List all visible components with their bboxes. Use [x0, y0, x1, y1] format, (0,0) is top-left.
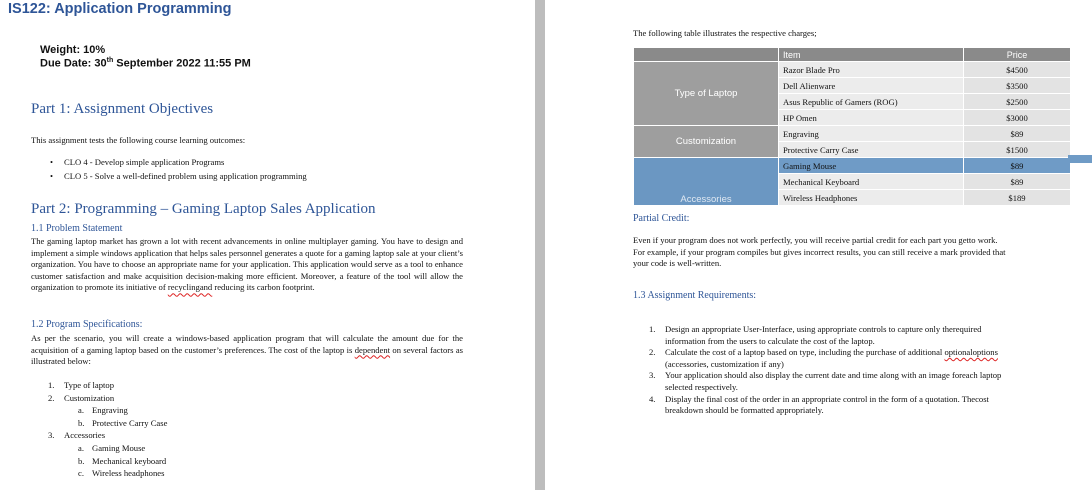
list-item: 1. Design an appropriate User-Interface, using appropriate controls to capture only therequired information from the users to calculate the cost of the laptop.	[649, 324, 982, 346]
part1-intro: This assignment tests the following course learning outcomes:	[31, 135, 246, 145]
list-item: 3. Your application should also display the current date and time along with an image foreach laptop selected respectively.	[649, 370, 1002, 392]
table-intro: The following table illustrates the respective charges;	[633, 28, 817, 38]
partial-credit-heading: Partial Credit:	[633, 213, 690, 224]
table-cell-item: Asus Republic of Gamers (ROG)	[779, 94, 964, 110]
list-item: b. Protective Carry Case	[78, 417, 168, 428]
list-item: • CLO 4 - Develop simple application Programs	[50, 157, 225, 167]
table-header-price: Price	[964, 48, 1071, 62]
document-title: IS122: Application Programming	[8, 1, 232, 17]
list-item: 2. Calculate the cost of a laptop based on type, including the purchase of additional optionaloptions (accessories, customization if any)	[649, 347, 998, 369]
list-item: a. Gaming Mouse	[78, 442, 146, 453]
table-header-cell	[634, 48, 779, 62]
list-item: 4. Display the final cost of the order in an appropriate control in the form of a quotation. Thecost breakdown should be formatted appropriately.	[649, 393, 989, 416]
table-cell-price: $2500	[964, 94, 1071, 110]
program-specifications-heading: 1.2 Program Specifications:	[31, 319, 143, 330]
list-item: • CLO 5 - Solve a well-defined problem using application programming	[50, 170, 307, 181]
table-cell-item: Protective Carry Case	[779, 142, 964, 158]
table-cell-price: $3000	[964, 110, 1071, 126]
table-row	[634, 126, 1071, 142]
program-specifications-text: As per the scenario, you will create a windows-based application program that will calculate the amount due for the acquisition of a gaming laptop based on the customer’s preferences. The cost of the laptop is dependent on several factors as illustrated below:	[31, 333, 463, 367]
due-date-label: Due Date: 30th September 2022 11:55 PM	[40, 57, 251, 70]
table-category-customization: Customization	[634, 126, 779, 158]
part1-heading: Part 1: Assignment Objectives	[31, 101, 214, 117]
table-cell-item: Gaming Mouse	[779, 158, 964, 174]
list-item: c. Wireless headphones	[78, 468, 165, 479]
list-item: 1. Type of laptop	[48, 380, 114, 390]
requirements-list	[649, 324, 1011, 417]
table-header-item: Item	[779, 48, 964, 62]
table-cell-item: Wireless Headphones	[779, 190, 964, 206]
table-cell-item: Engraving	[779, 126, 964, 142]
table-cell-price: $89	[964, 174, 1071, 190]
weight-label: Weight: 10%	[40, 44, 106, 56]
document-page-left	[0, 0, 535, 490]
selection-highlight	[1068, 155, 1092, 163]
table-cell-price: $189	[964, 190, 1071, 206]
list-item: 3. Accessories	[48, 430, 106, 441]
outcome-list	[50, 157, 307, 182]
factor-list	[48, 379, 167, 480]
table-cell-price: $1500	[964, 142, 1071, 158]
table-cell-price: $3500	[964, 78, 1071, 94]
table-cell-item: Razor Blade Pro	[779, 62, 964, 78]
problem-statement-heading: 1.1 Problem Statement	[31, 223, 123, 234]
partial-credit-text: Even if your program does not work perfectly, you will receive partial credit for each part you getto work. For example, if your program compiles but gives incorrect results, you can still receive a mark provided that your code is well-written.	[633, 235, 1006, 269]
list-item: a. Engraving	[78, 405, 128, 416]
table-category-type-of-laptop: Type of Laptop	[634, 62, 779, 126]
charges-table	[633, 47, 1071, 206]
list-item: 2. Customization	[48, 392, 115, 403]
table-row	[634, 158, 1071, 174]
assignment-requirements-heading: 1.3 Assignment Requirements:	[633, 290, 757, 301]
problem-statement-text: The gaming laptop market has grown a lot with recent advancements in online multiplayer gaming. You have to design and implement a simple windows application that helps sales personnel generates a quote for a gaming laptop sale at your client’s organization. You have to choose an appropriate name for your application. This application would serve as a tool to enhance customer satisfaction and make acquisition decision-making more efficient. Moreover, a feature of the tool will allow the organization to promote its initiative of recyclingand reducing its carbon footprint.	[31, 236, 463, 293]
table-cell-item: Mechanical Keyboard	[779, 174, 964, 190]
table-cell-price: $4500	[964, 62, 1071, 78]
table-cell-price: $89	[964, 158, 1071, 174]
list-item: b. Mechanical keyboard	[78, 455, 167, 466]
table-header-row	[634, 48, 1071, 62]
table-category-accessories: Accessories	[634, 158, 779, 206]
table-cell-item: HP Omen	[779, 110, 964, 126]
table-row	[634, 62, 1071, 78]
document-page-right	[545, 0, 1092, 490]
table-cell-item: Dell Alienware	[779, 78, 964, 94]
table-cell-price: $89	[964, 126, 1071, 142]
page-gap	[535, 0, 545, 490]
part2-heading: Part 2: Programming – Gaming Laptop Sales Application	[31, 201, 376, 217]
